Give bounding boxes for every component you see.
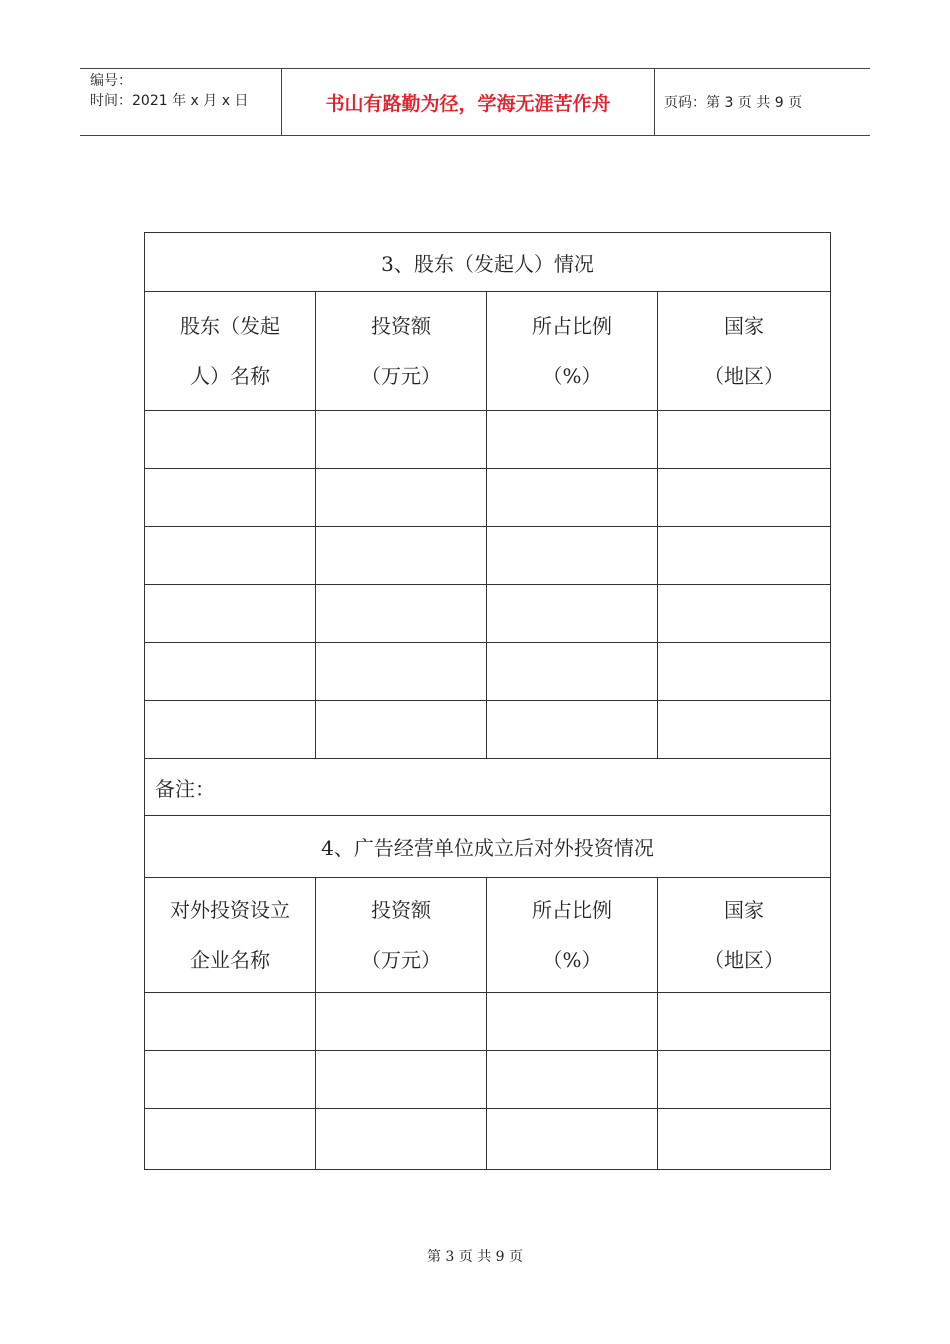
column-header-line: 企业名称: [190, 948, 270, 972]
table-row: [145, 585, 831, 643]
table-cell[interactable]: [658, 643, 831, 701]
table-cell[interactable]: [145, 993, 316, 1051]
column-header-line: 股东（发起: [180, 314, 280, 338]
table-cell[interactable]: [316, 527, 487, 585]
column-header-ratio: [487, 878, 658, 993]
column-header-line: （万元）: [361, 364, 441, 388]
section4-title: 4、广告经营单位成立后对外投资情况: [145, 816, 831, 878]
table-cell[interactable]: [145, 643, 316, 701]
table-cell[interactable]: [487, 411, 658, 469]
table-cell[interactable]: [487, 469, 658, 527]
table-cell[interactable]: [145, 701, 316, 759]
page-header: [80, 68, 870, 136]
column-header-line: 国家: [724, 314, 765, 338]
column-header-line: 人）名称: [190, 364, 270, 388]
header-motto: 书山有路勤为径，学海无涯苦作舟: [282, 69, 655, 135]
table-cell[interactable]: [145, 1109, 316, 1170]
column-header-line: （万元）: [361, 948, 441, 972]
page-footer: 第 3 页 共 9 页: [426, 1249, 524, 1265]
table-cell[interactable]: [487, 1051, 658, 1109]
column-header-line: 所占比例: [532, 314, 612, 338]
table-row: [145, 643, 831, 701]
table-cell[interactable]: [316, 1051, 487, 1109]
document-time-label: 时间：2021 年 x 月 x 日: [90, 93, 249, 109]
column-header-investment: [316, 878, 487, 993]
table-cell[interactable]: [316, 1109, 487, 1170]
table-cell[interactable]: [145, 469, 316, 527]
column-header-line: （地区）: [704, 364, 785, 388]
table-cell[interactable]: [145, 1051, 316, 1109]
header-meta: [80, 69, 282, 135]
column-header-enterprise-name: [145, 878, 316, 993]
section3-title: 3、股东（发起人）情况: [145, 233, 831, 292]
column-header-investment: [316, 292, 487, 411]
column-header-line: 所占比例: [532, 898, 612, 922]
column-header-line: 投资额: [371, 898, 431, 922]
table-cell[interactable]: [658, 469, 831, 527]
table-cell[interactable]: [487, 701, 658, 759]
table-cell[interactable]: [487, 993, 658, 1051]
table-row: [145, 469, 831, 527]
table-cell[interactable]: [658, 1051, 831, 1109]
column-header-shareholder-name: [145, 292, 316, 411]
table-cell[interactable]: [658, 1109, 831, 1170]
investment-form-table: [144, 232, 831, 1170]
table-cell[interactable]: [658, 585, 831, 643]
column-header-line: （%）: [542, 364, 602, 388]
table-cell[interactable]: [487, 643, 658, 701]
table-row: [145, 527, 831, 585]
column-header-country: [658, 292, 831, 411]
table-cell[interactable]: [145, 411, 316, 469]
column-header-line: （%）: [542, 948, 602, 972]
table-row: [145, 993, 831, 1051]
column-header-line: 国家: [724, 898, 765, 922]
note-label[interactable]: 备注：: [145, 759, 831, 816]
table-row: [145, 411, 831, 469]
table-cell[interactable]: [658, 993, 831, 1051]
table-cell[interactable]: [316, 585, 487, 643]
table-cell[interactable]: [487, 585, 658, 643]
table-cell[interactable]: [658, 701, 831, 759]
column-header-ratio: [487, 292, 658, 411]
table-cell[interactable]: [316, 411, 487, 469]
table-row: [145, 1051, 831, 1109]
table-row: [145, 701, 831, 759]
table-cell[interactable]: [487, 527, 658, 585]
column-header-line: （地区）: [704, 948, 785, 972]
header-page-info: 页码：第 3 页 共 9 页: [664, 95, 803, 111]
table-cell[interactable]: [658, 411, 831, 469]
table-cell[interactable]: [658, 527, 831, 585]
table-cell[interactable]: [145, 527, 316, 585]
table-cell[interactable]: [316, 993, 487, 1051]
table-cell[interactable]: [316, 701, 487, 759]
table-cell[interactable]: [316, 469, 487, 527]
table-cell[interactable]: [145, 585, 316, 643]
document-number-label: 编号：: [90, 73, 132, 89]
column-header-line: 投资额: [371, 314, 431, 338]
table-cell[interactable]: [487, 1109, 658, 1170]
table-cell[interactable]: [316, 643, 487, 701]
table-row: [145, 1109, 831, 1170]
column-header-line: 对外投资设立: [170, 898, 290, 922]
column-header-country: [658, 878, 831, 993]
